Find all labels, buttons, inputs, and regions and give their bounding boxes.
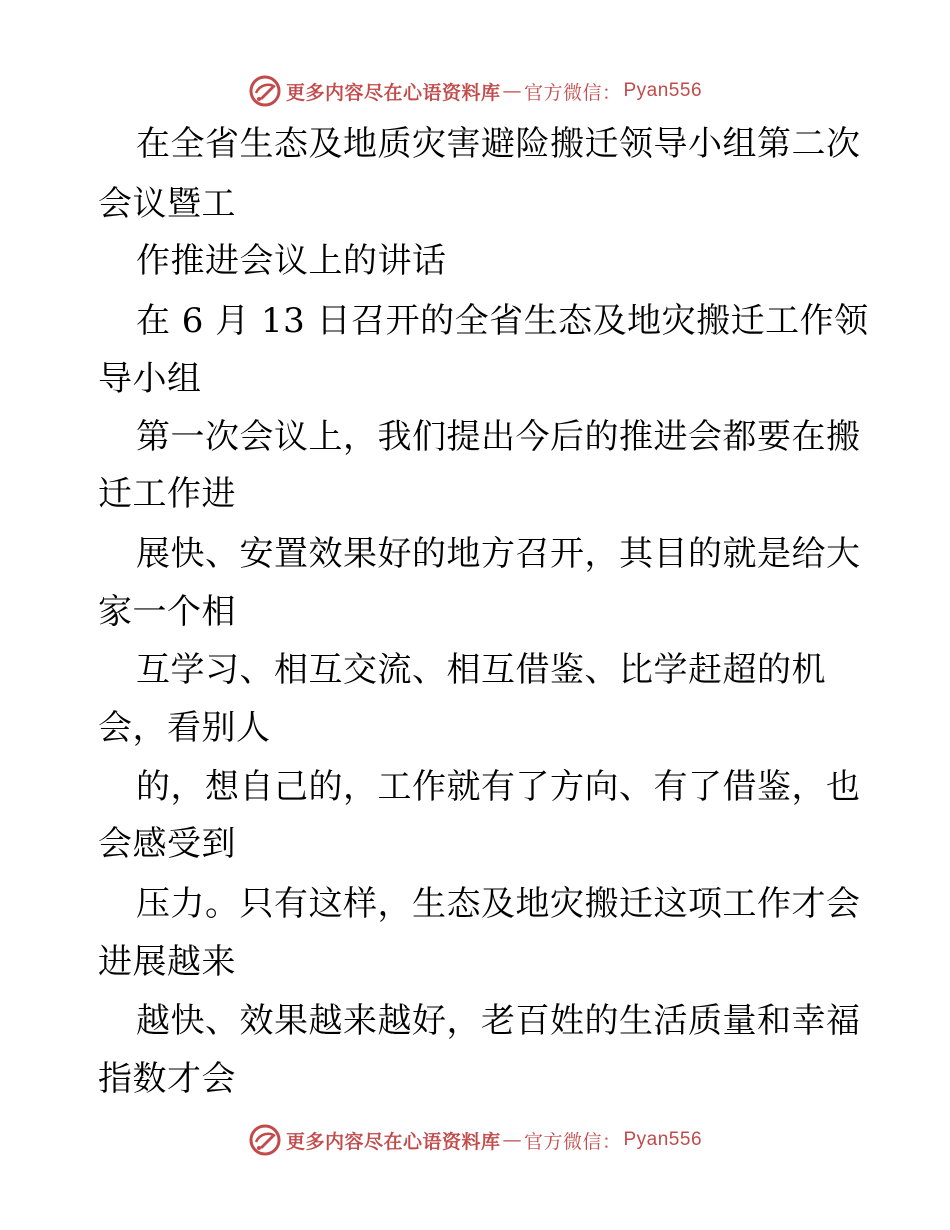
doc-line: 第一次会议上，我们提出今后的推进会都要在搬: [136, 417, 861, 457]
header-brand-text: 更多内容尽在心语资料库: [285, 81, 501, 104]
doc-line: 指数才会: [98, 1059, 236, 1099]
doc-line: 压力。只有这样，生态及地灾搬迁这项工作才会: [136, 884, 861, 924]
doc-line: 家一个相: [98, 592, 236, 632]
logo-icon: [248, 74, 282, 108]
doc-line: 越快、效果越来越好，老百姓的生活质量和幸福: [136, 1001, 861, 1041]
doc-line: 的，想自己的，工作就有了方向、有了借鉴，也: [136, 767, 861, 807]
doc-line: 会议暨工: [98, 184, 236, 224]
header-wechat-handle: Pyan556: [623, 80, 703, 101]
doc-line: 互学习、相互交流、相互借鉴、比学赶超的机: [136, 650, 826, 690]
doc-line: 在全省生态及地质灾害避险搬迁领导小组第二次: [136, 124, 861, 164]
footer-wechat-handle: Pyan556: [623, 1129, 703, 1150]
doc-line: 进展越来: [98, 942, 236, 982]
doc-line: 迁工作进: [98, 474, 236, 514]
footer-banner: [0, 1120, 950, 1160]
logo-icon: [248, 1123, 282, 1157]
footer-brand-text: 更多内容尽在心语资料库: [285, 1130, 501, 1153]
header-separator: —: [502, 80, 522, 102]
doc-line: 作推进会议上的讲话: [136, 241, 447, 281]
doc-line: 会，看别人: [98, 708, 271, 748]
header-banner-text: [286, 78, 702, 105]
footer-separator: —: [502, 1129, 522, 1151]
header-banner: [0, 71, 950, 111]
doc-line: 导小组: [98, 359, 202, 399]
footer-banner-text: [286, 1127, 702, 1154]
doc-line: 会感受到: [98, 824, 236, 864]
doc-line: 展快、安置效果好的地方召开，其目的就是给大: [136, 534, 861, 574]
doc-line: 在 6 月 13 日召开的全省生态及地灾搬迁工作领: [136, 301, 869, 341]
footer-wechat-label: 官方微信：: [523, 1130, 622, 1153]
header-wechat-label: 官方微信：: [523, 81, 622, 104]
